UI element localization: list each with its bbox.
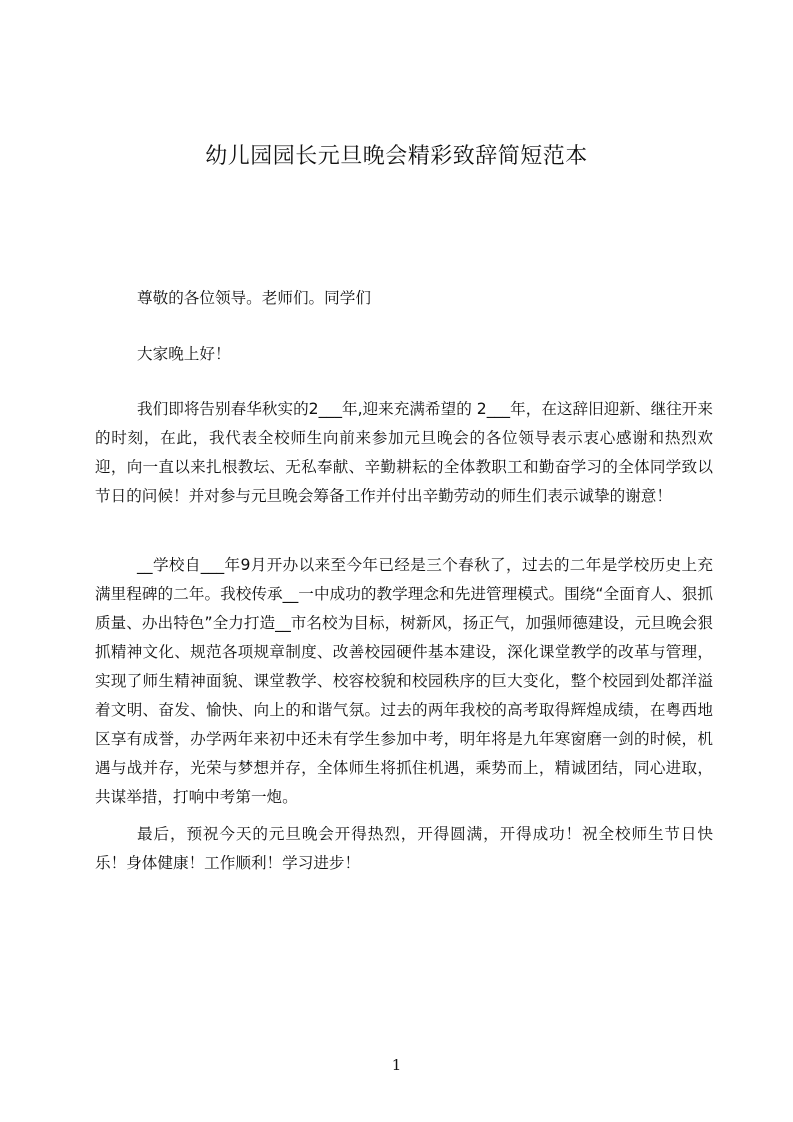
page-number: 1 [391,1056,402,1074]
salutation-line: 尊敬的各位领导。老师们。同学们 [137,289,371,307]
paragraph-school-history: __学校自___年9月开办以来至今年已经是三个春秋了，过去的二年是学校历史上充满里程碑的二年。我校传承__一中成功的教学理念和先进管理模式。围绕“全面育人、狠抓质量、办出特色”全力打造__市名校为目标，树新风，扬正气，加强师德建设，元旦晚会狠抓精神文化、规范各项规章制度、改善校园硬件基本建设，深化课堂教学的改革与管理，实现了师生精神面貌、课堂教学、校容校貌和校园秩序的巨大变化，整个校园到处都洋溢着文明、奋发、愉快、向上的和谐气氛。过去的两年我校的高考取得辉煌成绩，在粤西地区享有成誉，办学两年来初中还未有学生参加中考，明年将是九年寒窗磨一剑的时候，机遇与战并存，光荣与梦想并存，全体师生将抓住机遇，乘势而上，精诚团结，同心进取，共谋举措，打响中考第一炮。 [95,556,713,806]
paragraph-opening: 我们即将告别春华秋实的2___年,迎来充满希望的 2___年，在这辞旧迎新、继往开来的时刻，在此，我代表全校师生向前来参加元旦晚会的各位领导表示衷心感谢和热烈欢迎，向一直以来扎根教坛、无私奉献、辛勤耕耘的全体教职工和勤奋学习的全体同学致以节日的问候！并对参与元旦晚会筹备工作并付出辛勤劳动的师生们表示诚挚的谢意！ [95,400,713,505]
document-title: 幼儿园园长元旦晚会精彩致辞简短范本 [205,144,588,169]
paragraph-closing: 最后，预祝今天的元旦晚会开得热烈，开得圆满，开得成功！祝全校师生节日快乐！身体健康！工作顺利！学习进步！ [95,825,713,872]
greeting-line: 大家晚上好！ [137,345,231,363]
